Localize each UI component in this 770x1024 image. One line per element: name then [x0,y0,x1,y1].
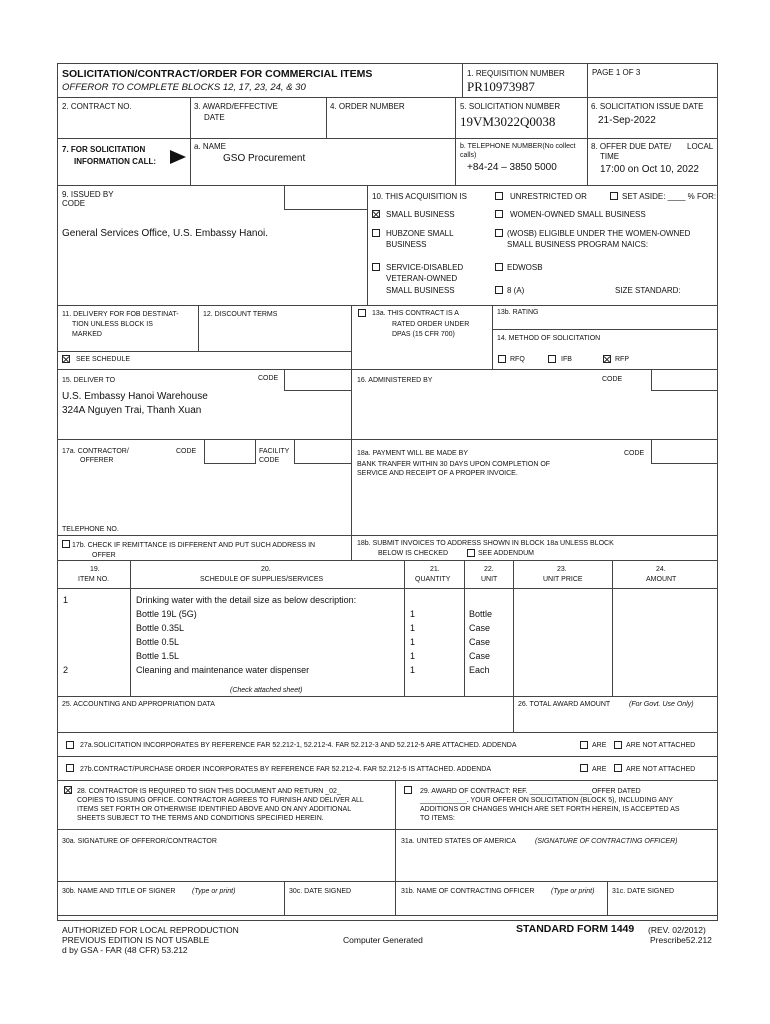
unrestricted-label: UNRESTRICTED OR [510,192,587,201]
set-aside-checkbox[interactable] [610,192,618,200]
form-subtitle: OFFEROR TO COMPLETE BLOCKS 12, 17, 23, 24, & 30 [62,82,306,93]
acquisition-label: 10. THIS ACQUISITION IS [372,192,467,201]
women-owned-checkbox[interactable] [495,210,503,218]
29-line1: 29. AWARD OF CONTRACT: REF. ________________OFFER DATED [420,788,641,795]
item-unit: Bottle [469,609,493,619]
col-unit-price-num: 23. [557,566,567,573]
item-qty[interactable]: 1 [410,623,416,633]
footer-line3: d by GSA - FAR (48 CFR) 53.212 [62,945,188,955]
col-schedule: SCHEDULE OF SUPPLIES/SERVICES [200,576,324,583]
payment-terms-line1: BANK TRANFER WITHIN 30 DAYS UPON COMPLETION OF [357,461,551,468]
schedule-intro: Drinking water with the detail size as below description: [136,595,357,605]
footer-line1: AUTHORIZED FOR LOCAL REPRODUCTION [62,925,239,935]
28-line2: COPIES TO ISSUING OFFICE. CONTRACTOR AGREES TO FURNISH AND DELIVER ALL [77,797,364,804]
facility-code-label-2: CODE [259,457,280,464]
facility-code-label: FACILITY [259,448,290,455]
item-no: 1 [63,595,69,605]
rating-label: 13b. RATING [497,309,539,316]
item-qty[interactable]: 1 [410,651,416,661]
telephone-label: b. TELEPHONE NUMBER(No collect calls) [460,143,576,159]
28-line4: SHEETS SUBJECT TO THE TERMS AND CONDITIONS SPECIFIED HEREIN. [77,815,324,822]
see-addendum-label: SEE ADDENDUM [478,550,535,557]
telephone-no-label: TELEPHONE NO. [62,526,119,533]
unrestricted-checkbox[interactable] [495,192,503,200]
col-amount-num: 24. [656,566,666,573]
8a-label: 8 (A) [507,286,525,295]
rated-order-label: 13a. THIS CONTRACT IS A [372,310,459,317]
see-schedule-label: SEE SCHEDULE [76,356,131,363]
issued-by-code-label: CODE [62,199,86,208]
wosb-label-2: SMALL BUSINESS PROGRAM NAICS: [507,240,649,249]
small-business-label: SMALL BUSINESS [386,210,455,219]
solicitation-number-label: 5. SOLICITATION NUMBER [460,102,561,111]
standard-form-label: STANDARD FORM 1449 [516,923,635,935]
requisition-label: 1. REQUISITION NUMBER [467,69,565,78]
sdvosb-label: SERVICE-DISABLED [386,263,464,272]
29-line2: ____________. YOUR OFFER ON SOLICITATION (BLOCK 5), INCLUDING ANY [420,797,673,804]
rfp-checkbox[interactable] [603,355,611,363]
form-revision: (REV. 02/2012) [648,925,706,935]
28-checkbox[interactable] [64,786,72,794]
item-qty[interactable]: 1 [410,665,416,675]
27a-label: 27a.SOLICITATION INCORPORATES BY REFERENCE FAR 52.212-1, 52.212-4. FAR 52.212-3 AND 52.212-5 ARE ATTACHED. ADDENDA [80,742,517,749]
sdvosb-checkbox[interactable] [372,263,380,271]
discount-terms-label: 12. DISCOUNT TERMS [203,311,278,318]
edwosb-label: EDWOSB [507,263,543,272]
offer-due-local: LOCAL [687,142,714,151]
delivery-fob-label-3: MARKED [72,331,102,338]
remittance-label-2: OFFER [92,552,116,559]
check-attached-note: (Check attached sheet) [230,687,303,694]
27b-are-not-label: ARE NOT ATTACHED [626,766,696,773]
contractor-label: 17a. CONTRACTOR/ [62,448,129,455]
deliver-to-line2[interactable]: 324A Nguyen Trai, Thanh Xuan [62,405,202,416]
item-no: 2 [63,665,69,675]
col-unit-price: UNIT PRICE [543,576,583,583]
payment-code-label: CODE [624,450,645,457]
name-label: a. NAME [194,142,227,151]
29-line4: TO ITEMS: [420,815,455,822]
col-item-no-num: 19. [90,566,100,573]
issue-date-label: 6. SOLICITATION ISSUE DATE [591,102,704,111]
footer-line2: PREVIOUS EDITION IS NOT USABLE [62,935,210,945]
wosb-checkbox[interactable] [495,229,503,237]
sdvosb-label-3: SMALL BUSINESS [386,286,455,295]
item-desc: Bottle 0.5L [136,637,180,647]
item-qty[interactable]: 1 [410,609,416,619]
27a-are-not-checkbox[interactable] [614,741,622,749]
solicitation-number[interactable]: 19VM3022Q0038 [460,114,556,129]
co-name-label: 31b. NAME OF CONTRACTING OFFICER [401,888,535,895]
27b-are-label: ARE [592,766,607,773]
accounting-label: 25. ACCOUNTING AND APPROPRIATION DATA [62,701,215,708]
method-label: 14. METHOD OF SOLICITATION [497,335,601,342]
item-desc: Cleaning and maintenance water dispenser [136,665,310,675]
ifb-label: IFB [561,356,572,363]
award-date-label-2: DATE [204,113,225,122]
edwosb-checkbox[interactable] [495,263,503,271]
rated-order-label-2: RATED ORDER UNDER [392,321,470,328]
payment-by-label: 18a. PAYMENT WILL BE MADE BY [357,450,468,457]
info-call-label: 7. FOR SOLICITATION [62,145,146,154]
see-addendum-checkbox[interactable] [467,549,475,557]
hubzone-label-2: BUSINESS [386,240,427,249]
27a-are-label: ARE [592,742,607,749]
see-schedule-checkbox[interactable] [62,355,70,363]
women-owned-label: WOMEN-OWNED SMALL BUSINESS [510,210,646,219]
27b-are-checkbox[interactable] [580,764,588,772]
wosb-label: (WOSB) ELIGIBLE UNDER THE WOMEN-OWNED [507,229,691,238]
hubzone-checkbox[interactable] [372,229,380,237]
deliver-to-line1[interactable]: U.S. Embassy Hanoi Warehouse [62,391,208,402]
item-desc: Bottle 0.35L [136,623,185,633]
deliver-to-label: 15. DELIVER TO [62,377,116,384]
col-quantity: QUANTITY [415,576,451,583]
27a-are-not-label: ARE NOT ATTACHED [626,742,696,749]
signer-name-label: 30b. NAME AND TITLE OF SIGNER [62,888,176,895]
rated-order-label-3: DPAS (15 CFR 700) [392,331,455,338]
item-unit: Case [469,623,491,633]
order-number-label: 4. ORDER NUMBER [330,102,405,111]
requisition-number[interactable]: PR10973987 [467,79,535,94]
us-label: 31a. UNITED STATES OF AMERICA [401,838,516,845]
item-desc: Bottle 1.5L [136,651,180,661]
info-call-label-2: INFORMATION CALL: [74,157,157,166]
rfp-label: RFP [615,356,629,363]
item-unit: Each [469,665,490,675]
item-unit: Case [469,651,491,661]
issue-date[interactable]: 21-Sep-2022 [598,115,656,126]
27a-checkbox[interactable] [66,741,74,749]
29-line3: ADDITIONS OR CHANGES WHICH ARE SET FORTH HEREIN, IS ACCEPTED AS [420,806,680,813]
col-item-no: ITEM NO. [78,576,110,583]
27b-checkbox[interactable] [66,764,74,772]
prescribed-by: Prescribe52.212 [650,935,712,945]
rfq-checkbox[interactable] [498,355,506,363]
rated-order-checkbox[interactable] [358,309,366,317]
arrow-right-icon [170,150,186,164]
signer-name-note: (Type or print) [192,888,236,895]
contractor-code-label: CODE [176,448,197,455]
item-qty[interactable]: 1 [410,637,416,647]
contract-no-label: 2. CONTRACT NO. [62,102,132,111]
contact-name[interactable]: GSO Procurement [223,153,306,164]
contractor-label-2: OFFERER [80,457,114,464]
issued-by-label: 9. ISSUED BY [62,190,114,199]
27a-are-checkbox[interactable] [580,741,588,749]
rfq-label: RFQ [510,356,525,363]
form-title: SOLICITATION/CONTRACT/ORDER FOR COMMERCIAL ITEMS [62,68,373,80]
set-aside-label: SET ASIDE: ____ % FOR: [622,192,717,201]
hubzone-label: HUBZONE SMALL [386,229,454,238]
col-amount: AMOUNT [646,576,677,583]
offeror-signature-label: 30a. SIGNATURE OF OFFEROR/CONTRACTOR [62,838,217,845]
payment-terms-line2: SERVICE AND RECEIPT OF A PROPER INVOICE. [357,470,518,477]
deliver-to-code-label: CODE [258,375,279,382]
telephone-number[interactable]: +84-24 – 3850 5000 [467,162,557,173]
govt-use-note: (For Govt. Use Only) [629,701,694,708]
submit-invoices-label-2: BELOW IS CHECKED [378,550,449,557]
page-indicator: PAGE 1 OF 3 [592,68,641,77]
size-standard-label: SIZE STANDARD: [615,286,681,295]
co-name-note: (Type or print) [551,888,595,895]
sdvosb-label-2: VETERAN-OWNED [386,274,458,283]
delivery-fob-label: 11. DELIVERY FOR FOB DESTINAT- [62,311,179,318]
remittance-checkbox[interactable] [62,540,70,548]
offer-due-date[interactable]: 17:00 on Oct 10, 2022 [600,164,699,175]
col-quantity-num: 21. [430,566,440,573]
28-line3: ITEMS SET FORTH OR OTHERWISE IDENTIFIED ABOVE AND ON ANY ADDITIONAL [77,806,352,813]
issued-by[interactable]: General Services Office, U.S. Embassy Hanoi. [62,228,269,239]
col-unit-num: 22. [484,566,494,573]
administered-by-code-label: CODE [602,376,623,383]
delivery-fob-label-2: TION UNLESS BLOCK IS [72,321,153,328]
ifb-checkbox[interactable] [548,355,556,363]
28-line1: 28. CONTRACTOR IS REQUIRED TO SIGN THIS DOCUMENT AND RETURN _02_ [77,788,341,795]
col-schedule-num: 20. [261,566,271,573]
offeror-date-label: 30c. DATE SIGNED [289,888,352,895]
item-unit: Case [469,637,491,647]
submit-invoices-label: 18b. SUBMIT INVOICES TO ADDRESS SHOWN IN BLOCK 18a UNLESS BLOCK [357,540,614,547]
item-desc: Bottle 19L (5G) [136,609,197,619]
offer-due-label: 8. OFFER DUE DATE/ [591,142,672,151]
29-checkbox[interactable] [404,786,412,794]
administered-by-label: 16. ADMINISTERED BY [357,377,433,384]
27b-label: 27b.CONTRACT/PURCHASE ORDER INCORPORATES BY REFERENCE FAR 52.212-4. FAR 52.212-5 IS ATTACHED. ADDENDA [80,766,492,773]
small-business-checkbox[interactable] [372,210,380,218]
col-unit: UNIT [481,576,498,583]
offer-due-label-2: TIME [600,152,620,161]
award-date-label: 3. AWARD/EFFECTIVE [194,102,278,111]
remittance-label: 17b. CHECK IF REMITTANCE IS DIFFERENT AND PUT SUCH ADDRESS IN [72,542,316,549]
computer-generated: Computer Generated [343,935,423,945]
co-date-label: 31c. DATE SIGNED [612,888,675,895]
total-award-label: 26. TOTAL AWARD AMOUNT [518,701,611,708]
co-signature-field[interactable] [400,848,715,878]
8a-checkbox[interactable] [495,286,503,294]
offeror-signature-field[interactable] [60,848,390,878]
co-signature-note: (SIGNATURE OF CONTRACTING OFFICER) [535,838,678,845]
27b-are-not-checkbox[interactable] [614,764,622,772]
